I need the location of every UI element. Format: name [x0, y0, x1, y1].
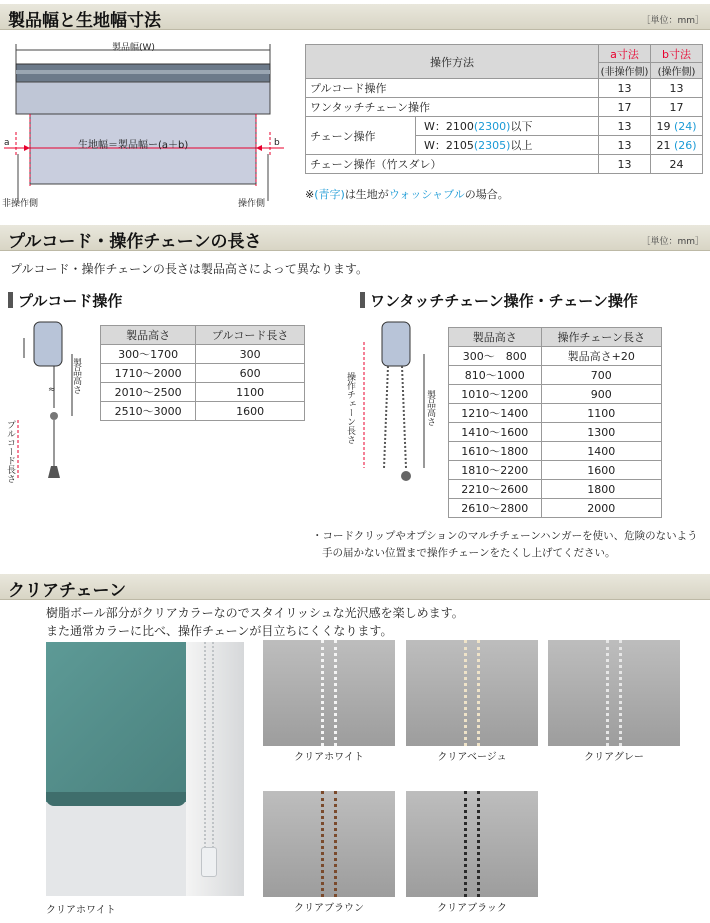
table-row: 1010～1200 900 — [449, 385, 662, 404]
table-row: 1810～2200 1600 — [449, 461, 662, 480]
chain-row-2: W：2105(2305)以上 — [416, 136, 599, 155]
header-b: b寸法 — [651, 45, 703, 63]
table-row: 1410～1600 1300 — [449, 423, 662, 442]
header-b-sub: (操作側) — [651, 63, 703, 79]
swatch-clear-gray — [548, 640, 680, 746]
chain-height-label: 製品高さ — [425, 390, 435, 426]
chain-length-label: 操作チェーン長さ — [345, 372, 355, 444]
header-a: a寸法 — [599, 45, 651, 63]
section-header-clear-chain — [0, 574, 710, 600]
swatch-label: クリアホワイト — [294, 752, 364, 763]
swatch-label: クリアブラウン — [294, 903, 364, 914]
operating-side-label: 操作側 — [238, 199, 266, 209]
swatch-label: クリアグレー — [584, 752, 644, 763]
lengths-intro: プルコード・操作チェーンの長さは製品高さによって異なります。 — [10, 262, 368, 276]
width-diagram-svg — [0, 36, 290, 211]
table-row: 300～1700 300 — [101, 345, 305, 364]
table-row: 2510～3000 1600 — [101, 402, 305, 421]
header-method: 操作方法 — [306, 45, 599, 79]
b-label: b — [274, 138, 280, 148]
section-title: プルコード・操作チェーンの長さ — [8, 232, 262, 252]
section-title: クリアチェーン — [8, 581, 127, 601]
section-header-lengths — [0, 225, 710, 251]
table-row: 1210～1400 1100 — [449, 404, 662, 423]
chain-note-line2: 手の届かない位置まで操作チェーンをたくし上げてください。 — [322, 547, 616, 559]
a-label: a — [4, 138, 10, 148]
chain-row-1: W：2100(2300)以下 — [416, 117, 599, 136]
product-width-label: 製品幅(W) — [112, 43, 155, 53]
table-row: チェーン操作 W：2100(2300)以下 13 19 (24) — [306, 117, 703, 136]
section-title: 製品幅と生地幅寸法 — [8, 11, 161, 31]
chain-weight — [201, 847, 217, 877]
pullcord-title: プルコード操作 — [8, 290, 122, 311]
table-row: プルコード操作 13 13 — [306, 79, 703, 98]
roller-bottom — [46, 792, 186, 806]
swatch-clear-brown — [263, 791, 395, 897]
svg-text:≈: ≈ — [48, 385, 56, 395]
chain-table: 製品高さ 操作チェーン長さ 300～ 800 製品高さ+20 810～1000 700 1010～1200 900 1210～1400 1100 1410～1600 1300 1610～1800 1400 1810～2200 1600 2210～2600 1800 2610～2800 2000 — [448, 327, 662, 518]
clear-chain-desc1: 樹脂ボール部分がクリアカラーなのでスタイリッシュな光沢感を楽しめます。 — [46, 606, 464, 620]
clear-chain-desc2: また通常カラーに比べ、操作チェーンが目立ちにくくなります。 — [46, 624, 393, 638]
swatch-label: クリアベージュ — [437, 752, 507, 763]
swatch-clear-beige — [406, 640, 538, 746]
table-row: W：2105(2305)以上 13 21 (26) — [306, 136, 703, 155]
swatch-clear-white — [263, 640, 395, 746]
fabric-width-label: 生地幅＝製品幅ー(a＋b) — [78, 140, 189, 151]
table-row: 2010～2500 1100 — [101, 383, 305, 402]
pullcord-table: 製品高さ プルコード長さ 300～1700 300 1710～2000 600 2010～2500 1100 2510～3000 1600 — [100, 325, 305, 421]
table-row: 2210～2600 1800 — [449, 480, 662, 499]
table-row: 1710～2000 600 — [101, 364, 305, 383]
chain-note-line1: ・コードクリップやオプションのマルチチェーンハンガーを使い、危険のないよう — [312, 530, 698, 542]
pullcord-diagram — [6, 318, 96, 494]
header-a-sub: (非操作側) — [599, 63, 651, 79]
clear-white-photo — [46, 642, 244, 896]
pullcord-height-label: 製品高さ — [71, 358, 81, 394]
dimension-table — [305, 44, 703, 174]
unit-label: ［単位：mm］ — [641, 237, 704, 247]
table-row: ワンタッチチェーン操作 17 17 — [306, 98, 703, 117]
fabric-swatch — [46, 642, 186, 802]
swatch-label: クリアブラック — [437, 903, 507, 914]
section-header-dimensions — [0, 4, 710, 30]
table-row: チェーン操作（竹スダレ） 13 24 — [306, 155, 703, 174]
non-operating-side-label: 非操作側 — [2, 199, 39, 209]
chain-title: ワンタッチチェーン操作・チェーン操作 — [360, 290, 638, 311]
table-row: 300～ 800 製品高さ+20 — [449, 347, 662, 366]
pullcord-length-label: プルコード長さ — [5, 420, 15, 483]
swatch-clear-black — [406, 791, 538, 897]
table-row: 1610～1800 1400 — [449, 442, 662, 461]
washable-note: ※(青字)は生地がウォッシャブルの場合。 — [305, 188, 509, 201]
table-row: 2610～2800 2000 — [449, 499, 662, 518]
width-diagram — [0, 36, 290, 211]
table-row: 810～1000 700 — [449, 366, 662, 385]
unit-label: ［単位：mm］ — [641, 16, 704, 26]
chain-strand — [204, 642, 214, 852]
main-photo-caption: クリアホワイト — [46, 905, 116, 916]
